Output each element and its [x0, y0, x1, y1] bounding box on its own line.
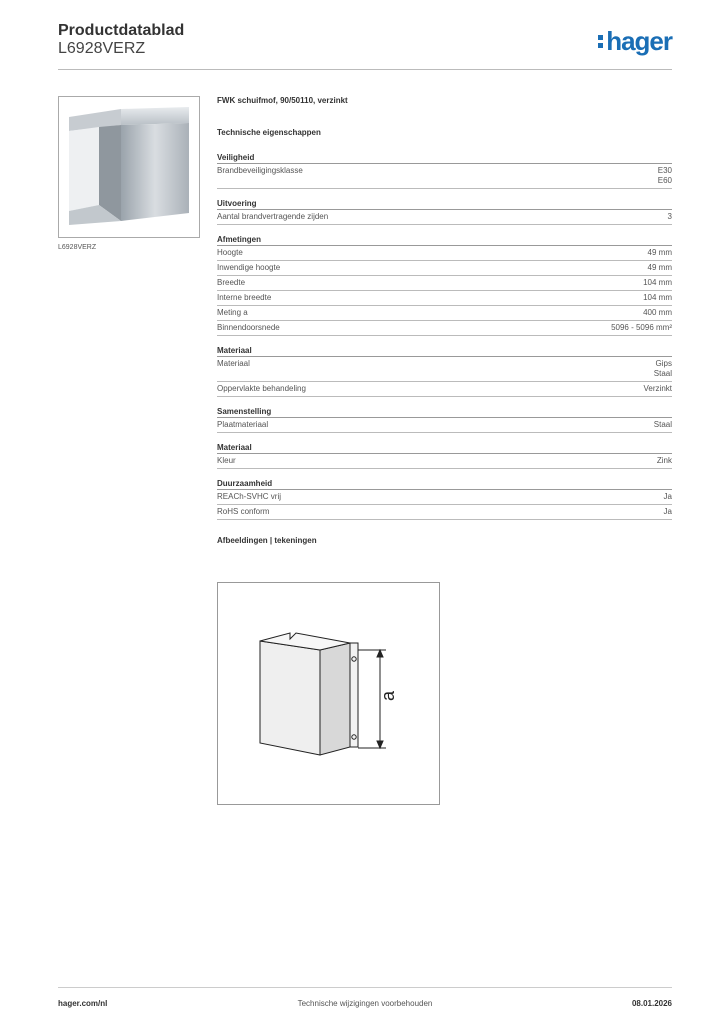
- section-heading: Technische eigenschappen: [217, 128, 321, 137]
- spec-group: [217, 199, 672, 225]
- spec-label: Binnendoorsnede: [217, 323, 280, 332]
- spec-value: [654, 359, 672, 379]
- spec-row: [217, 246, 672, 261]
- spec-value-line: E30: [657, 166, 672, 175]
- spec-label: Interne breedte: [217, 293, 272, 302]
- spec-label: Inwendige hoogte: [217, 263, 281, 272]
- spec-value-line: Staal: [653, 420, 672, 429]
- spec-groups: [217, 153, 672, 547]
- document-title: Productdatablad: [58, 22, 185, 39]
- spec-label: Plaatmateriaal: [217, 420, 269, 429]
- technical-drawing: [217, 582, 440, 805]
- spec-label: RoHS conform: [217, 507, 270, 516]
- spec-value-line: Zink: [656, 456, 672, 465]
- spec-row: [217, 261, 672, 276]
- spec-value: [664, 507, 672, 517]
- spec-value: [664, 492, 672, 502]
- spec-row: [217, 490, 672, 505]
- spec-value-line: Staal: [653, 369, 672, 378]
- spec-label: Materiaal: [217, 359, 250, 368]
- footer-divider: [58, 987, 672, 988]
- spec-group-title: Uitvoering: [217, 199, 672, 210]
- spec-group-title: Samenstelling: [217, 407, 672, 418]
- spec-value: [643, 308, 672, 318]
- spec-value-line: E60: [657, 176, 672, 185]
- logo-text: hager: [606, 26, 672, 56]
- spec-value-line: Ja: [663, 507, 672, 516]
- spec-group: [217, 479, 672, 520]
- spec-group: [217, 153, 672, 189]
- spec-row: [217, 357, 672, 382]
- spec-row: [217, 382, 672, 397]
- spec-group-title: Afbeeldingen | tekeningen: [217, 536, 317, 545]
- product-code: L6928VERZ: [58, 40, 146, 57]
- spec-row: [217, 164, 672, 189]
- spec-value: [644, 384, 672, 394]
- hager-logo: [598, 26, 672, 57]
- header-divider: [58, 69, 672, 70]
- spec-row: [217, 210, 672, 225]
- spec-label: REACh-SVHC vrij: [217, 492, 282, 501]
- spec-value: [648, 248, 672, 258]
- spec-label: Brandbeveiligingsklasse: [217, 166, 303, 175]
- spec-label: Meting a: [217, 308, 248, 317]
- spec-group: [217, 536, 672, 547]
- spec-label: Kleur: [217, 456, 236, 465]
- spec-value: [643, 293, 672, 303]
- spec-label: Oppervlakte behandeling: [217, 384, 306, 393]
- spec-row: [217, 306, 672, 321]
- logo-dots-icon: [598, 35, 604, 51]
- spec-value-line: Ja: [663, 492, 672, 501]
- spec-value-line: 400 mm: [643, 308, 672, 317]
- product-image: [59, 97, 199, 237]
- spec-value: [648, 263, 672, 273]
- spec-group-title: Materiaal: [217, 346, 672, 357]
- spec-value-line: 104 mm: [643, 293, 672, 302]
- spec-label: Breedte: [217, 278, 246, 287]
- product-photo: [58, 96, 200, 238]
- product-name: FWK schuifmof, 90/50110, verzinkt: [217, 96, 348, 105]
- spec-value-line: 49 mm: [647, 248, 672, 257]
- spec-value: [654, 420, 672, 430]
- drawing-image: [218, 583, 439, 804]
- spec-value: [658, 166, 672, 186]
- spec-row: [217, 321, 672, 336]
- footer-disclaimer: Technische wijzigingen voorbehouden: [297, 999, 433, 1008]
- spec-row: [217, 276, 672, 291]
- spec-value-line: Gips: [655, 359, 672, 368]
- spec-group: [217, 407, 672, 433]
- spec-row: [217, 454, 672, 469]
- footer-website[interactable]: hager.com/nl: [58, 999, 108, 1008]
- spec-group-title: Duurzaamheid: [217, 479, 672, 490]
- specifications: [217, 96, 672, 547]
- spec-label: Aantal brandvertragende zijden: [217, 212, 329, 221]
- dimension-label: a: [378, 690, 398, 701]
- spec-value-line: 104 mm: [643, 278, 672, 287]
- spec-label: Hoogte: [217, 248, 243, 257]
- spec-value-line: 49 mm: [647, 263, 672, 272]
- spec-value: [657, 456, 672, 466]
- spec-row: [217, 418, 672, 433]
- footer-date: 08.01.2026: [631, 999, 672, 1008]
- page-header: [58, 20, 672, 70]
- spec-value-line: 3: [667, 212, 672, 221]
- spec-group: [217, 235, 672, 336]
- spec-group: [217, 443, 672, 469]
- spec-value-line: 5096 - 5096 mm²: [611, 323, 672, 332]
- spec-group-title: Materiaal: [217, 443, 672, 454]
- spec-group-title: Veiligheid: [217, 153, 672, 164]
- spec-group-title: Afmetingen: [217, 235, 672, 246]
- spec-value: [668, 212, 672, 222]
- spec-value-line: Verzinkt: [643, 384, 672, 393]
- spec-value: [643, 278, 672, 288]
- spec-group: [217, 346, 672, 397]
- photo-caption: L6928VERZ: [58, 244, 97, 251]
- spec-value: [611, 323, 672, 333]
- spec-row: [217, 505, 672, 520]
- spec-row: [217, 291, 672, 306]
